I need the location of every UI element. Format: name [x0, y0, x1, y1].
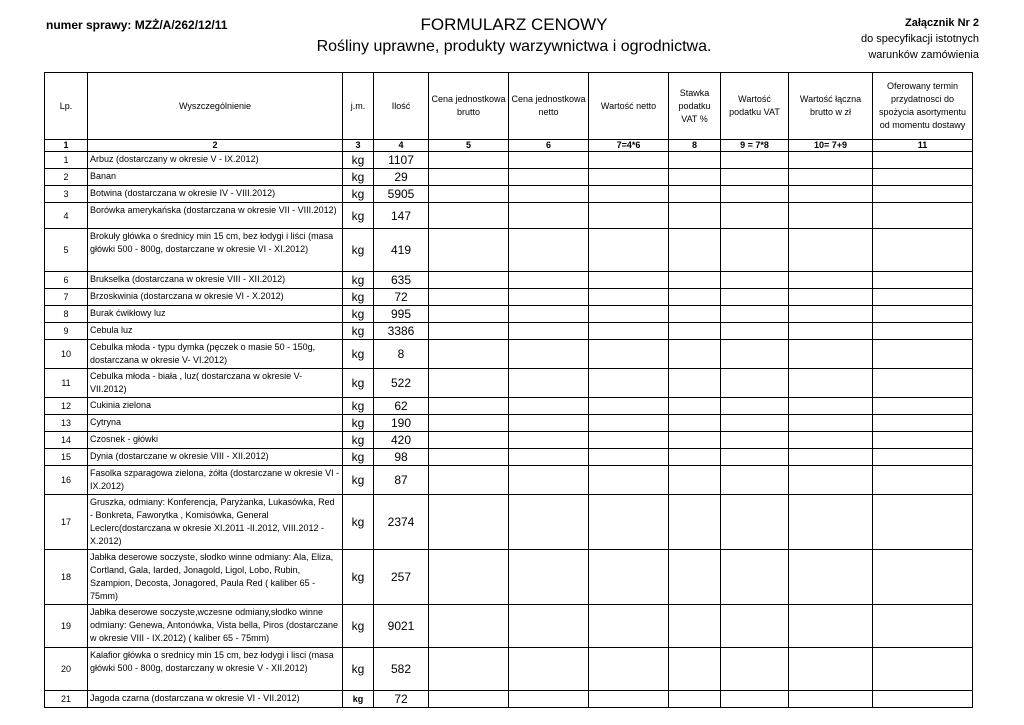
- net-value-cell: [589, 289, 669, 306]
- col-number: 6: [509, 140, 589, 152]
- row-number: 2: [45, 169, 88, 186]
- form-subtitle: Rośliny uprawne, produkty warzywnictwa i ogrodnictwa.: [316, 38, 712, 55]
- unit-price-net-cell: [509, 152, 589, 169]
- unit-cell: kg: [343, 169, 374, 186]
- col-header-total-gross: Wartość łączna brutto w zł: [789, 73, 873, 140]
- total-gross-cell: [789, 323, 873, 340]
- unit-cell: kg: [343, 369, 374, 398]
- shelf-life-cell: [873, 415, 973, 432]
- col-header-unit-price-net: Cena jednostkowa netto: [509, 73, 589, 140]
- shelf-life-cell: [873, 466, 973, 495]
- unit-price-gross-cell: [429, 203, 509, 229]
- unit-price-gross-cell: [429, 186, 509, 203]
- unit-price-net-cell: [509, 432, 589, 449]
- vat-rate-cell: [669, 605, 721, 648]
- net-value-cell: [589, 152, 669, 169]
- col-number: 7=4*6: [589, 140, 669, 152]
- row-number: 21: [45, 691, 88, 708]
- quantity-cell: 2374: [374, 495, 429, 550]
- item-description: Burak ćwikłowy luz: [88, 306, 343, 323]
- item-description: Cukinia zielona: [88, 398, 343, 415]
- vat-value-cell: [721, 550, 789, 605]
- unit-price-gross-cell: [429, 229, 509, 272]
- unit-price-net-cell: [509, 323, 589, 340]
- vat-value-cell: [721, 169, 789, 186]
- net-value-cell: [589, 398, 669, 415]
- shelf-life-cell: [873, 495, 973, 550]
- shelf-life-cell: [873, 398, 973, 415]
- quantity-cell: 1107: [374, 152, 429, 169]
- table-row: [45, 186, 973, 203]
- vat-rate-cell: [669, 398, 721, 415]
- row-number: 5: [45, 229, 88, 272]
- shelf-life-cell: [873, 152, 973, 169]
- row-number: 11: [45, 369, 88, 398]
- row-number: 1: [45, 152, 88, 169]
- item-description: Cebulka młoda - biała , luz( dostarczana w okresie V- VII.2012): [88, 369, 343, 398]
- net-value-cell: [589, 691, 669, 708]
- col-header-shelf-life: Oferowany termin przydatnosci do spożycia asortymentu od momentu dostawy: [873, 73, 973, 140]
- col-number: 10= 7+9: [789, 140, 873, 152]
- table-row: [45, 152, 973, 169]
- quantity-cell: 62: [374, 398, 429, 415]
- col-number: 11: [873, 140, 973, 152]
- unit-cell: kg: [343, 289, 374, 306]
- col-number: 8: [669, 140, 721, 152]
- unit-price-net-cell: [509, 306, 589, 323]
- row-number: 19: [45, 605, 88, 648]
- table-row: [45, 449, 973, 466]
- row-number: 16: [45, 466, 88, 495]
- vat-rate-cell: [669, 648, 721, 691]
- net-value-cell: [589, 466, 669, 495]
- table-row: [45, 550, 973, 605]
- unit-price-gross-cell: [429, 169, 509, 186]
- net-value-cell: [589, 550, 669, 605]
- item-description: Kalafior główka o srednicy min 15 cm, bez łodygi i lisci (masa główki 500 - 800g, dostarczany w okresie V - XII.2012): [88, 648, 343, 691]
- unit-price-net-cell: [509, 648, 589, 691]
- total-gross-cell: [789, 648, 873, 691]
- row-number: 4: [45, 203, 88, 229]
- col-number: 3: [343, 140, 374, 152]
- unit-cell: kg: [343, 466, 374, 495]
- unit-price-gross-cell: [429, 323, 509, 340]
- unit-price-net-cell: [509, 289, 589, 306]
- net-value-cell: [589, 323, 669, 340]
- total-gross-cell: [789, 398, 873, 415]
- quantity-cell: 98: [374, 449, 429, 466]
- annex-note: [799, 15, 979, 63]
- vat-value-cell: [721, 449, 789, 466]
- net-value-cell: [589, 306, 669, 323]
- row-number: 18: [45, 550, 88, 605]
- net-value-cell: [589, 229, 669, 272]
- unit-price-net-cell: [509, 415, 589, 432]
- unit-cell: kg: [343, 495, 374, 550]
- shelf-life-cell: [873, 186, 973, 203]
- col-header-description: Wyszczególnienie: [88, 73, 343, 140]
- row-number: 15: [45, 449, 88, 466]
- table-row: [45, 466, 973, 495]
- vat-value-cell: [721, 186, 789, 203]
- shelf-life-cell: [873, 369, 973, 398]
- shelf-life-cell: [873, 691, 973, 708]
- vat-rate-cell: [669, 691, 721, 708]
- item-description: Brukselka (dostarczana w okresie VIII - XII.2012): [88, 272, 343, 289]
- total-gross-cell: [789, 449, 873, 466]
- row-number: 20: [45, 648, 88, 691]
- col-number: 4: [374, 140, 429, 152]
- shelf-life-cell: [873, 648, 973, 691]
- vat-rate-cell: [669, 272, 721, 289]
- quantity-cell: 87: [374, 466, 429, 495]
- table-row: [45, 495, 973, 550]
- unit-price-net-cell: [509, 605, 589, 648]
- unit-price-gross-cell: [429, 289, 509, 306]
- vat-rate-cell: [669, 550, 721, 605]
- quantity-cell: 522: [374, 369, 429, 398]
- annex-line-2: warunków zamówienia: [868, 49, 979, 61]
- row-number: 10: [45, 340, 88, 369]
- item-description: Fasolka szparagowa zielona, żółta (dostarczane w okresie VI - IX.2012): [88, 466, 343, 495]
- item-description: Borówka amerykańska (dostarczana w okresie VII - VIII.2012): [88, 203, 343, 229]
- quantity-cell: 190: [374, 415, 429, 432]
- unit-price-gross-cell: [429, 648, 509, 691]
- vat-value-cell: [721, 289, 789, 306]
- vat-rate-cell: [669, 169, 721, 186]
- vat-value-cell: [721, 229, 789, 272]
- item-description: Arbuz (dostarczany w okresie V - IX.2012): [88, 152, 343, 169]
- table-row: [45, 289, 973, 306]
- quantity-cell: 420: [374, 432, 429, 449]
- total-gross-cell: [789, 203, 873, 229]
- row-number: 7: [45, 289, 88, 306]
- unit-cell: kg: [343, 186, 374, 203]
- quantity-cell: 995: [374, 306, 429, 323]
- form-title: FORMULARZ CENOWY: [420, 15, 608, 34]
- row-number: 12: [45, 398, 88, 415]
- quantity-cell: 29: [374, 169, 429, 186]
- quantity-cell: 3386: [374, 323, 429, 340]
- table-row: [45, 415, 973, 432]
- table-row: [45, 306, 973, 323]
- total-gross-cell: [789, 186, 873, 203]
- table-row: [45, 323, 973, 340]
- shelf-life-cell: [873, 229, 973, 272]
- annex-line-1: do specyfikacji istotnych: [861, 33, 979, 45]
- unit-cell: kg: [343, 691, 374, 708]
- vat-value-cell: [721, 398, 789, 415]
- unit-price-net-cell: [509, 466, 589, 495]
- col-header-vat-value: Wartość podatku VAT: [721, 73, 789, 140]
- row-number: 3: [45, 186, 88, 203]
- vat-value-cell: [721, 306, 789, 323]
- table-row: [45, 691, 973, 708]
- col-header-lp: Lp.: [45, 73, 88, 140]
- net-value-cell: [589, 369, 669, 398]
- unit-price-gross-cell: [429, 272, 509, 289]
- total-gross-cell: [789, 605, 873, 648]
- vat-rate-cell: [669, 369, 721, 398]
- total-gross-cell: [789, 691, 873, 708]
- unit-price-gross-cell: [429, 691, 509, 708]
- unit-price-net-cell: [509, 691, 589, 708]
- unit-price-net-cell: [509, 169, 589, 186]
- vat-value-cell: [721, 340, 789, 369]
- shelf-life-cell: [873, 605, 973, 648]
- table-row: [45, 369, 973, 398]
- col-header-unit: j.m.: [343, 73, 374, 140]
- unit-cell: kg: [343, 449, 374, 466]
- vat-value-cell: [721, 691, 789, 708]
- vat-rate-cell: [669, 289, 721, 306]
- shelf-life-cell: [873, 272, 973, 289]
- row-number: 17: [45, 495, 88, 550]
- vat-rate-cell: [669, 152, 721, 169]
- unit-price-net-cell: [509, 449, 589, 466]
- unit-price-net-cell: [509, 229, 589, 272]
- unit-cell: kg: [343, 229, 374, 272]
- net-value-cell: [589, 495, 669, 550]
- total-gross-cell: [789, 340, 873, 369]
- unit-cell: kg: [343, 432, 374, 449]
- item-description: Czosnek - główki: [88, 432, 343, 449]
- row-number: 8: [45, 306, 88, 323]
- vat-value-cell: [721, 466, 789, 495]
- vat-rate-cell: [669, 306, 721, 323]
- col-number: 5: [429, 140, 509, 152]
- table-row: [45, 432, 973, 449]
- item-description: Cebula luz: [88, 323, 343, 340]
- net-value-cell: [589, 415, 669, 432]
- quantity-cell: 9021: [374, 605, 429, 648]
- unit-price-gross-cell: [429, 152, 509, 169]
- item-description: Brokuły główka o średnicy min 15 cm, bez łodygi i liści (masa główki 500 - 800g, dostarczane w okresie VI - XI.2012): [88, 229, 343, 272]
- shelf-life-cell: [873, 449, 973, 466]
- unit-price-gross-cell: [429, 432, 509, 449]
- shelf-life-cell: [873, 169, 973, 186]
- unit-price-net-cell: [509, 186, 589, 203]
- unit-cell: kg: [343, 323, 374, 340]
- unit-price-net-cell: [509, 340, 589, 369]
- total-gross-cell: [789, 495, 873, 550]
- net-value-cell: [589, 449, 669, 466]
- net-value-cell: [589, 186, 669, 203]
- unit-price-net-cell: [509, 495, 589, 550]
- item-description: Jagoda czarna (dostarczana w okresie VI - VII.2012): [88, 691, 343, 708]
- shelf-life-cell: [873, 432, 973, 449]
- shelf-life-cell: [873, 306, 973, 323]
- total-gross-cell: [789, 272, 873, 289]
- quantity-cell: 582: [374, 648, 429, 691]
- item-description: Banan: [88, 169, 343, 186]
- item-description: Brzoskwinia (dostarczana w okresie VI - X.2012): [88, 289, 343, 306]
- row-number: 13: [45, 415, 88, 432]
- vat-rate-cell: [669, 229, 721, 272]
- col-header-quantity: Ilość: [374, 73, 429, 140]
- unit-price-gross-cell: [429, 495, 509, 550]
- unit-cell: kg: [343, 550, 374, 605]
- vat-rate-cell: [669, 415, 721, 432]
- shelf-life-cell: [873, 203, 973, 229]
- table-row: [45, 272, 973, 289]
- unit-price-gross-cell: [429, 550, 509, 605]
- unit-cell: kg: [343, 272, 374, 289]
- shelf-life-cell: [873, 289, 973, 306]
- unit-price-gross-cell: [429, 449, 509, 466]
- col-number: 2: [88, 140, 343, 152]
- item-description: Gruszka, odmiany: Konferencja, Paryżanka, Lukasówka, Red - Bonkreta, Faworytka , Komisówka, General Leclerc(dostarczana w okresie XI.2011 -II.2012, VIII.2012 - X.2012): [88, 495, 343, 550]
- unit-cell: kg: [343, 152, 374, 169]
- total-gross-cell: [789, 152, 873, 169]
- unit-price-gross-cell: [429, 306, 509, 323]
- row-number: 9: [45, 323, 88, 340]
- vat-value-cell: [721, 648, 789, 691]
- total-gross-cell: [789, 289, 873, 306]
- price-table: [44, 72, 973, 708]
- net-value-cell: [589, 432, 669, 449]
- total-gross-cell: [789, 466, 873, 495]
- table-row: [45, 340, 973, 369]
- table-row: [45, 229, 973, 272]
- net-value-cell: [589, 169, 669, 186]
- table-row: [45, 398, 973, 415]
- column-number-row: [45, 140, 973, 152]
- total-gross-cell: [789, 369, 873, 398]
- unit-cell: kg: [343, 203, 374, 229]
- quantity-cell: 257: [374, 550, 429, 605]
- vat-rate-cell: [669, 340, 721, 369]
- vat-value-cell: [721, 272, 789, 289]
- vat-value-cell: [721, 369, 789, 398]
- total-gross-cell: [789, 306, 873, 323]
- quantity-cell: 5905: [374, 186, 429, 203]
- total-gross-cell: [789, 432, 873, 449]
- row-number: 14: [45, 432, 88, 449]
- net-value-cell: [589, 648, 669, 691]
- col-number: 1: [45, 140, 88, 152]
- shelf-life-cell: [873, 340, 973, 369]
- col-number: 9 = 7*8: [721, 140, 789, 152]
- shelf-life-cell: [873, 550, 973, 605]
- total-gross-cell: [789, 169, 873, 186]
- total-gross-cell: [789, 550, 873, 605]
- col-header-net-value: Wartość netto: [589, 73, 669, 140]
- quantity-cell: 147: [374, 203, 429, 229]
- unit-price-net-cell: [509, 203, 589, 229]
- total-gross-cell: [789, 415, 873, 432]
- vat-value-cell: [721, 323, 789, 340]
- case-number: numer sprawy: MZŻ/A/262/12/11: [46, 18, 228, 32]
- item-description: Cebulka młoda - typu dymka (pęczek o masie 50 - 150g, dostarczana w okresie V- VI.2012): [88, 340, 343, 369]
- unit-price-net-cell: [509, 550, 589, 605]
- total-gross-cell: [789, 229, 873, 272]
- form-title-block: [260, 14, 768, 58]
- unit-cell: kg: [343, 415, 374, 432]
- table-header-row: [45, 73, 973, 140]
- col-header-unit-price-gross: Cena jednostkowa brutto: [429, 73, 509, 140]
- unit-price-gross-cell: [429, 369, 509, 398]
- item-description: Botwina (dostarczana w okresie IV - VIII.2012): [88, 186, 343, 203]
- vat-value-cell: [721, 605, 789, 648]
- unit-cell: kg: [343, 306, 374, 323]
- unit-price-gross-cell: [429, 398, 509, 415]
- shelf-life-cell: [873, 323, 973, 340]
- net-value-cell: [589, 605, 669, 648]
- vat-value-cell: [721, 203, 789, 229]
- item-description: Jabłka deserowe soczyste,wczesne odmiany,słodko winne odmiany: Genewa, Antonówka, Vista bella, Piros (dostarczane w okresie VIII - IX.2012) ( kaliber 65 - 75mm): [88, 605, 343, 648]
- quantity-cell: 635: [374, 272, 429, 289]
- annex-title: Załącznik Nr 2: [905, 17, 979, 29]
- item-description: Cytryna: [88, 415, 343, 432]
- unit-cell: kg: [343, 605, 374, 648]
- vat-rate-cell: [669, 186, 721, 203]
- vat-value-cell: [721, 152, 789, 169]
- vat-rate-cell: [669, 203, 721, 229]
- vat-rate-cell: [669, 449, 721, 466]
- vat-rate-cell: [669, 432, 721, 449]
- quantity-cell: 72: [374, 691, 429, 708]
- item-description: Jabłka deserowe soczyste, słodko winne odmiany: Ala, Eliza, Cortland, Gala, Iarded, Jonagold, Ligol, Lobo, Rubin, Szampion, Decosta, Jonagored, Paula Red ( kaliber 65 - 75mm): [88, 550, 343, 605]
- quantity-cell: 72: [374, 289, 429, 306]
- row-number: 6: [45, 272, 88, 289]
- vat-rate-cell: [669, 495, 721, 550]
- item-description: Dynia (dostarczane w okresie VIII - XII.2012): [88, 449, 343, 466]
- unit-cell: kg: [343, 648, 374, 691]
- table-row: [45, 648, 973, 691]
- table-row: [45, 203, 973, 229]
- net-value-cell: [589, 340, 669, 369]
- vat-value-cell: [721, 415, 789, 432]
- table-row: [45, 169, 973, 186]
- table-row: [45, 605, 973, 648]
- quantity-cell: 419: [374, 229, 429, 272]
- unit-price-gross-cell: [429, 340, 509, 369]
- unit-price-gross-cell: [429, 415, 509, 432]
- quantity-cell: 8: [374, 340, 429, 369]
- unit-price-net-cell: [509, 369, 589, 398]
- vat-rate-cell: [669, 323, 721, 340]
- unit-price-gross-cell: [429, 466, 509, 495]
- col-header-vat-rate: Stawka podatku VAT %: [669, 73, 721, 140]
- unit-cell: kg: [343, 398, 374, 415]
- unit-price-net-cell: [509, 398, 589, 415]
- vat-rate-cell: [669, 466, 721, 495]
- unit-cell: kg: [343, 340, 374, 369]
- vat-value-cell: [721, 432, 789, 449]
- unit-price-net-cell: [509, 272, 589, 289]
- net-value-cell: [589, 272, 669, 289]
- unit-price-gross-cell: [429, 605, 509, 648]
- vat-value-cell: [721, 495, 789, 550]
- net-value-cell: [589, 203, 669, 229]
